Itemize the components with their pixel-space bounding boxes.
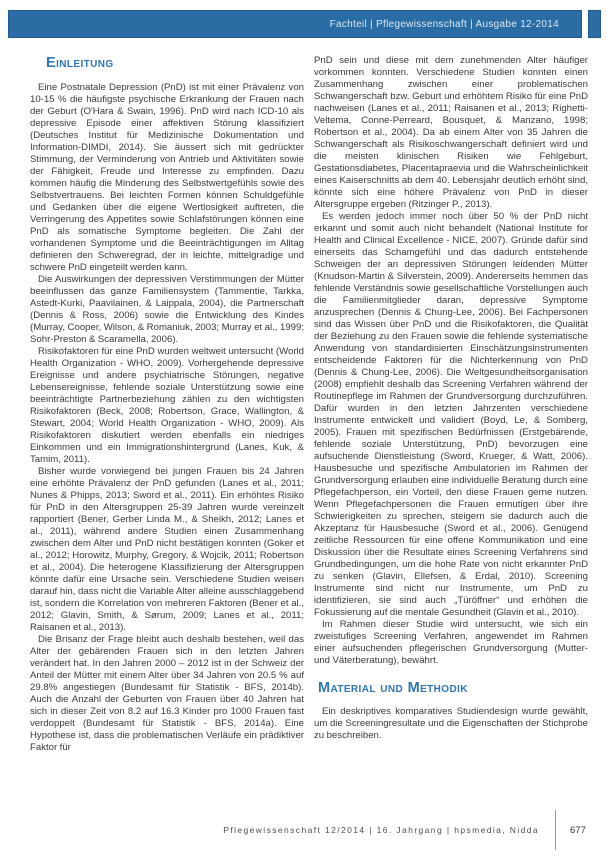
header-band — [8, 10, 582, 38]
section-heading-methodik: Material und Methodik — [318, 680, 468, 696]
right-column — [314, 55, 588, 754]
left-column — [30, 55, 304, 754]
paragraph: Ein deskriptives komparatives Studiendesign wurde gewählt, um die Screeningresultate und die Eigenschaften der Stichprobe zu beschreiben. — [314, 706, 588, 741]
header-accent-block — [588, 10, 601, 38]
paragraph: Es werden jedoch immer noch über 50 % der PnD nicht erkannt und somit auch nicht behandelt (National Institute for Health and Clinical Excellence - NICE, 2007). Gründe dafür sind einerseits das Schamgefühl und das dadurch entstehende Schweigen der an depressiven Störungen leidenden Mütter (Knudson-Martin & Silverstein, 2009). Andererseits hemmen das fehlende Verständnis sowie gesellschaftliche Vorstellungen auch die Familienmitglieder daran, depressive Symptome anzusprechen (Dennis & Chung-Lee, 2006). Bei Fachpersonen sind das Wissen über PnD und die Risikofaktoren, die Qualität der Beziehung zu den Frauen sowie die fehlende systematische Anwendung von standardisierten Einschätzungsinstrumenten entscheidende Faktoren für die Nichterkennung von PnD (Dennis & Chung-Lee, 2006). Die Weltgesundheitsorganisation (2008) empfiehlt deshalb das Screening Verfahren während der Routinepflege im Rahmen der Grundversorgung durchzuführen. Dafür wurden in den letzten Jahrzenten verschiedene Instrumente entwickelt und validiert (Boyd, Le, & Somberg, 2005). Frauen mit spezifischen Bedürfnissen (Erstgebärende, fehlende soziale Unterstützung, PnD) bevorzugen eine aufsuchende Dienstleistung (Sword, Krueger, & Watt, 2006). Hausbesuche und spezifische Ambulatorien im Rahmen der Grundversorgung erlauben eine individuelle Beratung durch eine Pflegefachperson, ein Vorteil, den diese Frauen gerne nutzen. Wenn Pflegefachpersonen die Frauen ermutigen über ihre Schwierigkeiten zu sprechen, steigern sie dadurch auch die Akzeptanz für Hausbesuche (Sword et al., 2006). Genügend zeitliche Ressourcen für eine offene Kommunikation und eine Diskussion über die Resultate eines Screening Verfahrens sind Grundbedingungen, um die hohe Rate von nicht erkannter PnD zu senken (Glavin, Ellefsen, & Erdal, 2010). Screening Instrumente sind nicht nur Instrumente, um PnD zu identifizieren, sie sind auch „Türöffner“ und erhöhen die Fokussierung auf die mentale Gesundheit (Glavin et al., 2010). — [314, 211, 588, 618]
paragraph: Risikofaktoren für eine PnD wurden weltweit untersucht (World Health Organization - WHO, 2009). Vorhergehende depressive Ereignisse und andere psychiatrische Störungen, negative Lebensereignisse, fehlende soziale Unterstützung sowie eine beeinträchtigte Partnerbeziehung zählen zu den wichtigsten Risikofaktoren (Beck, 2008; Robertson, Grace, Wallington, & Stewart, 2004; World Health Organization - WHO, 2009). Als Risikofaktoren diskutiert werden ebenfalls ein niedriges Einkommen und ein Immigrationshintergrund (Lanes, Kuk, & Tamim, 2011). — [30, 346, 304, 465]
header-band-text: Fachteil | Pflegewissenschaft | Ausgabe 12-2014 — [329, 18, 559, 30]
footer-journal-line: Pflegewissenschaft 12/2014 | 16. Jahrgang | hpsmedia, Nidda — [223, 825, 539, 835]
paragraph: Bisher wurde vorwiegend bei jungen Frauen bis 24 Jahren eine erhöhte Prävalenz der PnD gefunden (Lanes et al., 2011; Nunes & Phipps, 2013; Sword et al., 2011). Ein erhöhtes Risiko für PnD in den Altersgruppen 25-39 Jahren wurde vereinzelt rapportiert (Bener, Gerber Linda M., & Sheikh, 2012; Lanes et al., 2011), während andere Studien einen Zusammenhang zwischen dem Alter und PnD nicht bestätigen konnten (Goker et al., 2012; Horowitz, Murphy, Gregory, & Wojcik, 2011; Robertson et al., 2004). Die heterogene Klassifizierung der Altersgruppen könnte dafür eine Ursache sein. Verschiedene Studien weisen darauf hin, dass nicht die Variable Alter alleine ausschlaggebend ist, sondern die Korrelation von mehreren Faktoren (Bener et al., 2012; Glavin, Smith, & Sørum, 2009; Lanes et al., 2011; Raisanen et al., 2013). — [30, 466, 304, 633]
footer-divider — [555, 810, 556, 850]
paragraph: Die Brisanz der Frage bleibt auch deshalb bestehen, weil das Alter der gebärenden Frauen sich in den letzten Jahren verändert hat. In den Jahren 2000 – 2012 ist in der Schweiz der Anteil der Mütter mit einem Alter über 34 Jahren von 20.5 % auf 29.8% angestiegen (Bundesamt für Statistik - BFS, 2014b). Auch die Anzahl der Geburten von Frauen über 40 Jahren hat sich in dieser Zeit von 8.2 auf 16.3 Kinder pro 1000 Frauen fast verdoppelt (Bundesamt für Statistik - BFS, 2014a). Eine Hypothese ist, dass die problematischen Verläufe ein prädiktiver Faktor für — [30, 634, 304, 753]
section-heading-einleitung: Einleitung — [46, 55, 114, 71]
paragraph: Eine Postnatale Depression (PnD) ist mit einer Prävalenz von 10-15 % die häufigste psychische Erkrankung der Frauen nach der Geburt (O'Hara & Swain, 1996). PnD wird nach ICD-10 als depressive Episode einer affektiven Störung klassifiziert (Deutsches Institut für Medizinische Dokumentation und Information-DIMDI, 2014). Sie äussert sich mit gedrückter Stimmung, der Verminderung von Antrieb und Aktivitäten sowie der Fähigkeit, Freude und Interesse zu empfinden. Dazu kommen häufig die Minderung des Selbstwertgefühls sowie des Selbstvertrauens. Bei leichten Formen können Schuldgefühle und Gedanken über die eigene Wertlosigkeit auftreten, die Verringerung des Appetites sowie Schlafstörungen können eine PnD als somatische Symptome begleiten. Die Zahl der vorhandenen Symptome und die Beeinträchtigungen im Alltag definieren den Schweregrad, der in leichte, mittelgradige und schwere PnD eingeteilt werden kann. — [30, 82, 304, 273]
paragraph: Im Rahmen dieser Studie wird untersucht, wie sich ein zweistufiges Screening Verfahren, angewendet im Rahmen einer aufsuchenden pflegerischen Grundversorgung (Mutter- und Väterberatung), bewährt. — [314, 619, 588, 666]
article-body — [30, 55, 588, 754]
page-number: 677 — [570, 824, 586, 836]
paragraph: Die Auswirkungen der depressiven Verstimmungen der Mütter beeinflussen das ganze Familiensystem (Tammentie, Tarkka, Astedt-Kurki, Paavilainen, & Laippala, 2004), die Partnerschaft (Dennis & Ross, 2006) sowie die Entwicklung des Kindes (Murray, Cooper, Wilson, & Romaniuk, 2003; Murray et al., 1999; Sohr-Preston & Scaramella, 2006). — [30, 274, 304, 345]
page-footer — [0, 808, 592, 852]
paragraph: PnD sein und diese mit dem zunehmenden Alter häufiger vorkommen konnten. Verschiedene Studien konnten einen Zusammenhang zwischen einer problematischen Schwangerschaft bzw. Geburt und erhöhtem Risiko für eine PnD nachweisen (Lanes et al., 2011; Raisanen et al., 2013; Righetti-Veltema, Conne-Perreard, Bousquet, & Manzano, 1998; Robertson et al., 2004). Da ab einem Alter von 35 Jahren die Schwangerschaft als Risikoschwangerschaft definiert wird und die meisten klinischen Risiken wie Fehlgeburt, Gestationsdiabetes, Placentapraevia und die Wahrscheinlichkeit eines Kaiserschnitts ab dem 40. Lebensjahr deutlich erhöht sind, könnte sich eine höhere Prävalenz von PnD in dieser Altersgruppe ergeben (Ritzinger P., 2013). — [314, 55, 588, 210]
